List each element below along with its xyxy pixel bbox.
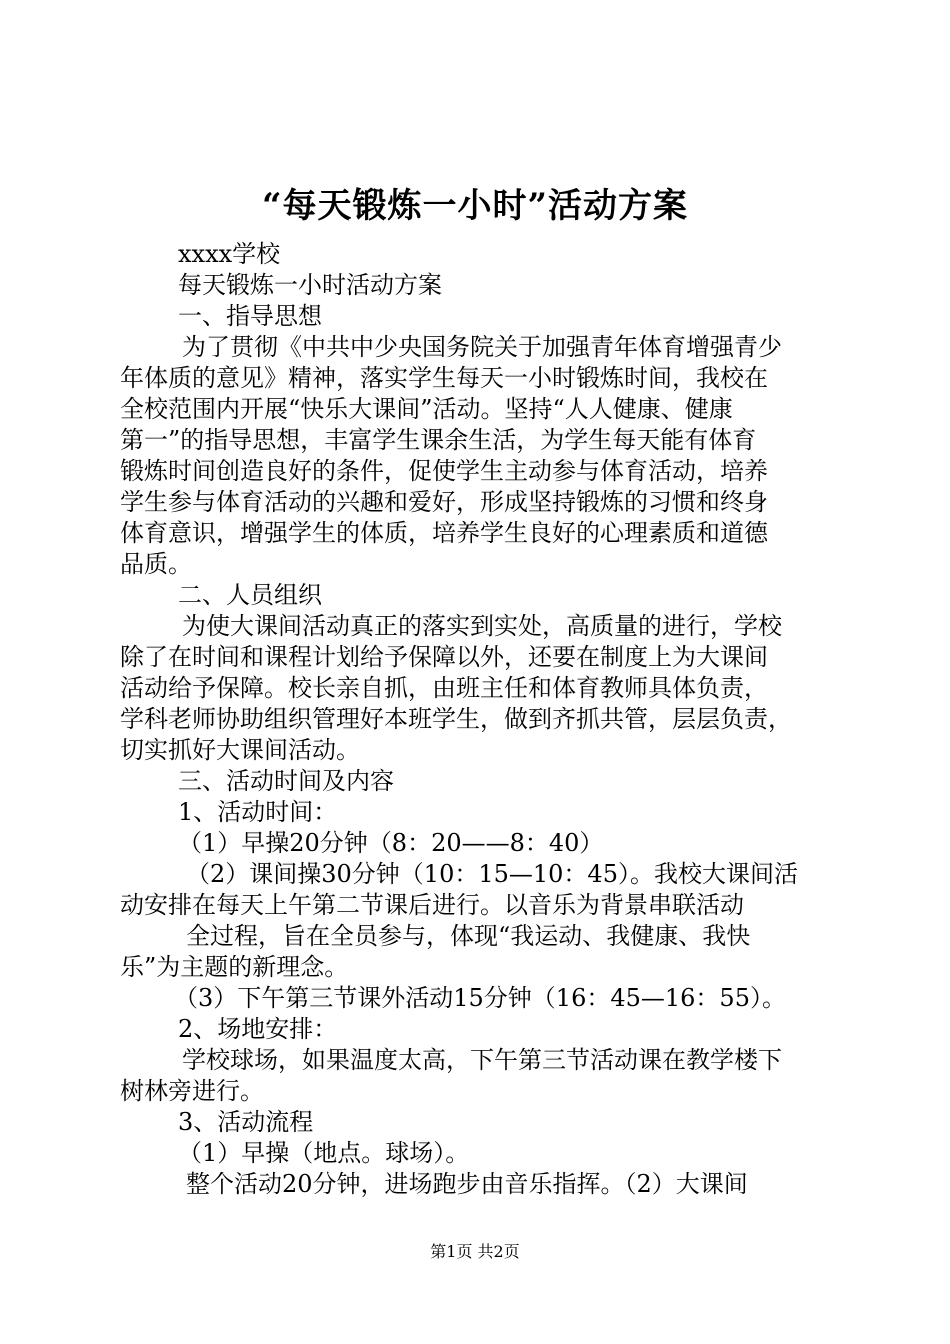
text-line: 2、场地安排： [178,1015,338,1043]
text-line: 除了在时间和课程计划给予保障以外，还要在制度上为大课间 [120,643,768,671]
text-line: 活动给予保障。校长亲自抓，由班主任和体育教师具体负责， [120,674,768,702]
text-line: （1）早操（地点。球场）。 [178,1139,470,1167]
text-line: 全校范围内开展“快乐大课间”活动。坚持“人人健康、健康 [120,395,733,423]
text-line: （2）课间操30分钟（10：15—10：45）。我校大课间活 [186,860,798,888]
text-line: 3、活动流程 [178,1108,314,1136]
text-line: 二、人员组织 [178,581,322,609]
text-line: 体育意识，增强学生的体质，培养学生良好的心理素质和道德 [120,519,768,547]
text-line: 动安排在每天上午第二节课后进行。以音乐为背景串联活动 [120,891,744,919]
text-line: （3）下午第三节课外活动15分钟（16：45—16：55）。 [174,984,786,1012]
text-line: 切实抓好大课间活动。 [120,736,360,764]
text-line: 1、活动时间： [178,798,338,826]
text-line: 年体质的意见》精神，落实学生每天一小时锻炼时间，我校在 [120,364,768,392]
text-line: 每天锻炼一小时活动方案 [178,271,442,299]
text-line: xxxx学校 [178,240,281,268]
text-line: 整个活动20分钟，进场跑步由音乐指挥。（2）大课间 [186,1170,748,1198]
text-line: 学科老师协助组织管理好本班学生，做到齐抓共管，层层负责， [120,705,792,733]
text-line: 一、指导思想 [178,302,322,330]
text-line: （1）早操20分钟（8：20——8：40） [178,829,604,857]
text-line: 第一”的指导思想，丰富学生课余生活，为学生每天能有体育 [120,426,757,454]
document-title: “每天锻炼一小时”活动方案 [261,186,689,226]
text-line: 乐”为主题的新理念。 [120,953,349,981]
document-body [120,239,840,1200]
text-line: 三、活动时间及内容 [178,767,394,795]
text-line: 锻炼时间创造良好的条件，促使学生主动参与体育活动，培养 [120,457,768,485]
text-line: 品质。 [120,550,192,578]
text-line: 树林旁进行。 [120,1077,264,1105]
text-line: 为了贯彻《中共中少央国务院关于加强青年体育增强青少 [182,333,782,361]
page-footer: 第1页 共2页 [430,1242,520,1261]
text-line: 学校球场，如果温度太高，下午第三节活动课在教学楼下 [182,1046,782,1074]
text-line: 为使大课间活动真正的落实到实处，高质量的进行，学校 [182,612,782,640]
text-line: 学生参与体育活动的兴趣和爱好，形成坚持锻炼的习惯和终身 [120,488,768,516]
text-line: 全过程，旨在全员参与，体现“我运动、我健康、我快 [186,922,751,950]
